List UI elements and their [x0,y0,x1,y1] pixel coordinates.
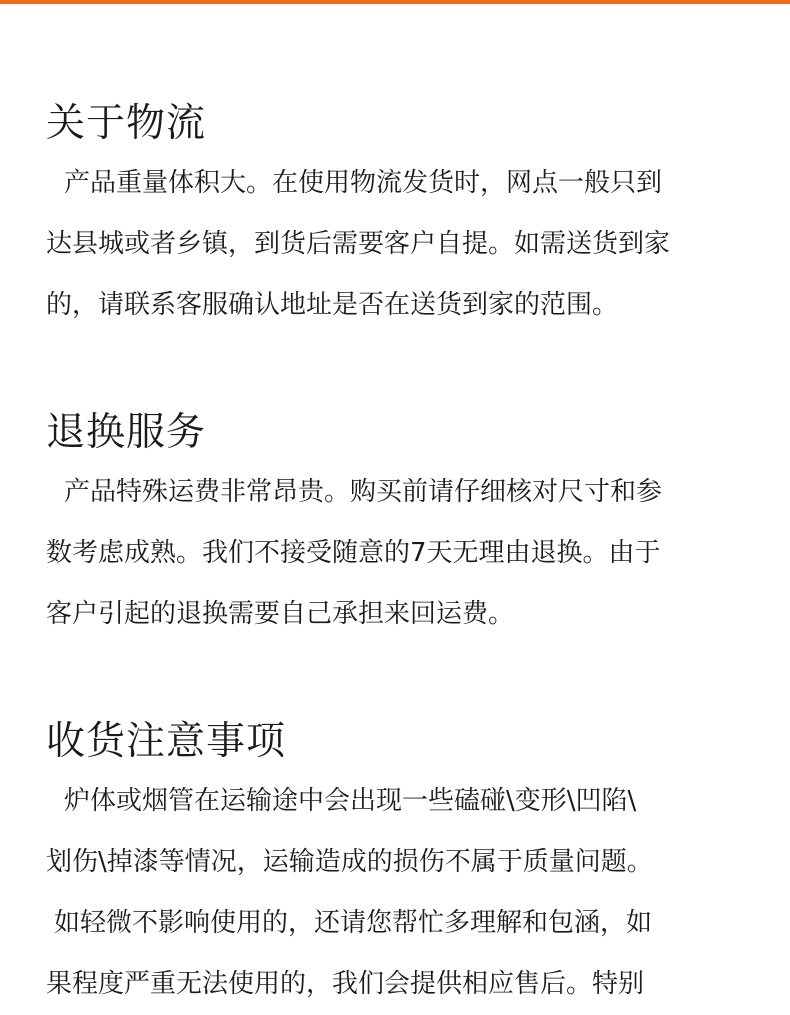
section-title-receiving-notes: 收货注意事项 [46,719,287,764]
section-title-returns: 退换服务 [46,410,207,455]
section-logistics [46,101,766,336]
section-receiving-notes [46,719,766,1015]
paragraph-line: 产品重量体积大。在使用物流发货时，网点一般只到 [64,168,663,198]
section-title-logistics: 关于物流 [46,101,207,146]
paragraph-returns [46,462,766,645]
paragraph-line: 产品特殊运费非常昂贵。购买前请仔细核对尺寸和参 [64,477,663,507]
paragraph-line: 划伤\掉漆等情况，运输造成的损伤不属于质量问题。 [46,847,653,877]
paragraph-receiving-aftersales [46,893,766,1015]
paragraph-line: 炉体或烟管在运输途中会出现一些磕碰\变形\凹陷\ [64,786,637,816]
top-accent-bar [0,0,790,4]
paragraph-line: 果程度严重无法使用的，我们会提供相应售后。特别 [46,969,645,999]
section-returns [46,410,766,645]
paragraph-receiving-damage [46,771,766,893]
paragraph-line: 如轻微不影响使用的，还请您帮忙多理解和包涵，如 [54,908,653,938]
paragraph-line: 的，请联系客服确认地址是否在送货到家的范围。 [46,290,619,320]
paragraph-logistics [46,153,766,336]
paragraph-line: 客户引起的退换需要自己承担来回运费。 [46,599,515,629]
paragraph-line: 达县城或者乡镇，到货后需要客户自提。如需送货到家 [46,229,671,259]
paragraph-line: 数考虑成熟。我们不接受随意的7天无理由退换。由于 [46,538,661,568]
